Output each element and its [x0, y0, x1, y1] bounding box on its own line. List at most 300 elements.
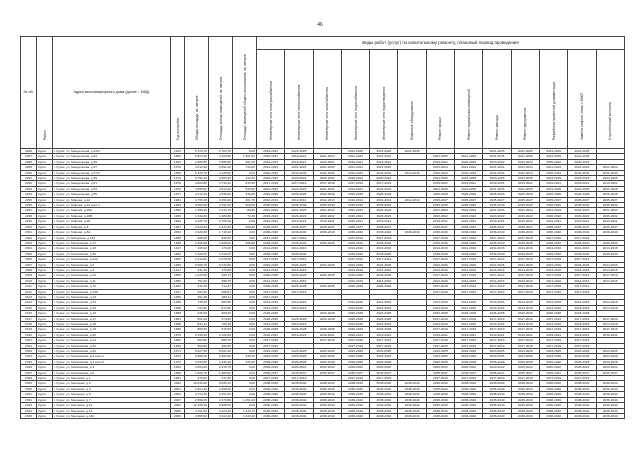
- district-cell: Курск: [37, 257, 53, 262]
- work-period-cell: 2014-2016: [257, 305, 285, 310]
- row-number: 2307: [21, 262, 37, 267]
- header-work-type: Ремонт крыши: [426, 50, 454, 149]
- work-period-cell: 2038-2040: [370, 397, 398, 402]
- work-period-cell: 2038-2040: [398, 381, 426, 386]
- work-period-cell: 2017-2019: [426, 257, 454, 262]
- address-cell: г. Курск, ул. Московская, д.12А: [53, 289, 171, 294]
- work-period-cell: 2014-2016: [341, 305, 369, 310]
- work-period-cell: 2021-2023: [539, 208, 567, 213]
- total-area-cell: 1 806,70: [185, 370, 209, 375]
- residential-area-cell: 3 591,20: [209, 165, 233, 170]
- residential-area-cell: 268,67: [209, 289, 233, 294]
- work-period-cell: 2026-2028: [426, 359, 454, 364]
- work-period-cell: 2014-2016: [257, 278, 285, 283]
- work-period-cell: 2026-2028: [483, 359, 511, 364]
- row-number: 2331: [21, 392, 37, 397]
- work-period-cell: 2036-2040: [455, 203, 483, 208]
- work-period-cell: 2014-2016: [285, 267, 313, 272]
- residential-area-cell: 815,50: [209, 327, 233, 332]
- total-area-cell: 3 724,40: [185, 392, 209, 397]
- row-number: 2299: [21, 219, 37, 224]
- work-period-cell: 2014-2016: [568, 305, 596, 310]
- work-period-cell: 2021-2024: [568, 165, 596, 170]
- work-period-cell: 2014-2016: [370, 300, 398, 305]
- work-period-cell: 2025-2027: [426, 197, 454, 202]
- residential-area-cell: 3 708,40: [209, 219, 233, 224]
- work-period-cell: 2021-2023: [370, 186, 398, 191]
- register-table: [20, 36, 625, 419]
- work-period-cell: 2017-2019: [370, 338, 398, 343]
- work-period-cell: 2018-2021: [257, 154, 285, 159]
- work-period-cell: 2017-2019: [455, 257, 483, 262]
- work-period-cell: 2036-2040: [370, 386, 398, 391]
- year-cell: 1976: [171, 165, 185, 170]
- work-period-cell: 2035-2037: [568, 224, 596, 229]
- work-period-cell: 2014-2016: [455, 305, 483, 310]
- work-period-cell: 2017-2019: [341, 338, 369, 343]
- year-cell: 1995: [171, 240, 185, 245]
- work-period-cell: 2038-2040: [370, 230, 398, 235]
- total-area-cell: 1 485,10: [185, 208, 209, 213]
- work-period-cell: 2014-2016: [568, 267, 596, 272]
- work-period-cell: 2032-2034: [455, 170, 483, 175]
- work-period-cell: 2020-2022: [596, 365, 624, 370]
- work-period-cell: 2023-2025: [483, 176, 511, 181]
- work-period-cell: 2038-2040: [568, 230, 596, 235]
- work-period-cell: 2019-2021: [313, 219, 341, 224]
- work-period-cell: 2021-2024: [455, 165, 483, 170]
- district-cell: Курск: [37, 386, 53, 391]
- header-work-type: Лифтовое оборудование: [398, 50, 426, 149]
- work-period-cell: 2035-2037: [370, 370, 398, 375]
- common-area-cell: 0,00: [233, 381, 257, 386]
- work-period-cell: 2019-2021: [511, 219, 539, 224]
- address-cell: г. Курск, ул. Московская, д.23: [53, 349, 171, 354]
- work-period-cell: 2014-2016: [455, 267, 483, 272]
- work-period-cell: 2023-2025: [426, 354, 454, 359]
- year-cell: 1969: [171, 262, 185, 267]
- year-cell: 2007: [171, 397, 185, 402]
- header-work-type: Инженерные сети водоснабжения: [341, 50, 369, 149]
- address-cell: г. Курск, ул. Мирная, д.8: [53, 224, 171, 229]
- work-period-cell: 2038-2040: [370, 381, 398, 386]
- work-period-cell: 2036-2040: [511, 240, 539, 245]
- address-cell: г. Курск, ул. Менделеева, д.51: [53, 181, 171, 186]
- common-area-cell: 0,00: [233, 246, 257, 251]
- total-area-cell: 291,28: [185, 294, 209, 299]
- work-period-cell: 2024-2026: [285, 262, 313, 267]
- work-period-cell: 2038-2040: [511, 392, 539, 397]
- common-area-cell: 602,80: [233, 203, 257, 208]
- work-period-cell: 2038-2040: [483, 408, 511, 413]
- work-period-cell: 2026-2028: [370, 273, 398, 278]
- work-period-cell: 2036-2040: [370, 203, 398, 208]
- work-period-cell: 2026-2028: [511, 311, 539, 316]
- district-cell: Курск: [37, 365, 53, 370]
- row-number: 2303: [21, 240, 37, 245]
- work-period-cell: 2019-2021: [285, 219, 313, 224]
- work-period-cell: 2024-2026: [539, 262, 567, 267]
- work-period-cell: 2036-2040: [426, 203, 454, 208]
- work-period-cell: 2036-2040: [313, 203, 341, 208]
- work-period-cell: 2023-2025: [539, 176, 567, 181]
- work-period-cell: 2017-2019: [511, 327, 539, 332]
- row-number: 2296: [21, 203, 37, 208]
- row-number: 2287: [21, 154, 37, 159]
- work-period-cell: 2036-2040: [313, 403, 341, 408]
- work-period-cell: 2026-2028: [257, 311, 285, 316]
- common-area-cell: 0,00: [233, 289, 257, 294]
- work-period-cell: 2039-2040: [483, 251, 511, 256]
- work-period-cell: 2017-2019: [455, 235, 483, 240]
- residential-area-cell: 709,43: [209, 322, 233, 327]
- row-number: 2323: [21, 349, 37, 354]
- total-area-cell: 1 129,00: [185, 251, 209, 256]
- work-period-cell: 2038-2040: [341, 230, 369, 235]
- total-area-cell: 561,00: [185, 316, 209, 321]
- year-cell: 1977: [171, 192, 185, 197]
- total-area-cell: 236,20: [185, 311, 209, 316]
- work-period-cell: 2023-2025: [257, 349, 285, 354]
- row-number: 2304: [21, 246, 37, 251]
- work-period-cell: 2036-2040: [483, 403, 511, 408]
- address-cell: г. Курск, ул. Московская, д.11: [53, 278, 171, 283]
- address-cell: г. Курск, ул. Московская, д.12: [53, 284, 171, 289]
- row-number: 2295: [21, 197, 37, 202]
- work-period-cell: 2023-2025: [483, 354, 511, 359]
- address-cell: г. Курск, ул. Мирная, д.12: [53, 197, 171, 202]
- work-period-cell: 2038-2040: [285, 397, 313, 402]
- work-period-cell: 2014-2016: [539, 322, 567, 327]
- header-district: Район: [37, 37, 53, 149]
- address-cell: г. Курск, ул. Менделеева, д.53: [53, 186, 171, 191]
- work-period-cell: 2038-2040: [483, 230, 511, 235]
- work-period-cell: 2039-2040: [539, 251, 567, 256]
- address-cell: г. Курск, ул. Московская, д.4 корп.2: [53, 359, 171, 364]
- work-period-cell: 2017-2019: [257, 376, 285, 381]
- work-period-cell: 2020-2022: [539, 213, 567, 218]
- residential-area-cell: 2 430,10: [209, 359, 233, 364]
- work-period-cell: 2014-2016: [539, 300, 567, 305]
- work-period-cell: 2014-2016: [285, 305, 313, 310]
- work-period-cell: 2012-2014: [285, 197, 313, 202]
- work-period-cell: 2014-2016: [483, 305, 511, 310]
- work-period-cell: 2019-2021: [257, 149, 285, 154]
- work-period-cell: 2039-2040: [455, 251, 483, 256]
- work-period-cell: 2036-2040: [398, 386, 426, 391]
- work-period-cell: 2038-2040: [257, 381, 285, 386]
- common-area-cell: 0,00: [233, 327, 257, 332]
- work-period-cell: 2014-2016: [285, 246, 313, 251]
- work-period-cell: 2023-2025: [257, 354, 285, 359]
- district-cell: Курск: [37, 294, 53, 299]
- year-cell: 1917: [171, 246, 185, 251]
- work-period-cell: 2017-2019: [257, 294, 285, 299]
- work-period-cell: 2014-2016: [596, 322, 624, 327]
- address-cell: г. Курск, ул. Московская, д.17: [53, 240, 171, 245]
- work-period-cell: 2017-2019: [568, 289, 596, 294]
- work-period-cell: 2026-2028: [568, 192, 596, 197]
- work-period-cell: 2038-2040: [370, 392, 398, 397]
- total-area-cell: 10 616,60: [185, 381, 209, 386]
- work-period-cell: 2039-2040: [596, 251, 624, 256]
- total-area-cell: 293,20: [185, 289, 209, 294]
- work-period-cell: 2038-2040: [398, 413, 426, 418]
- work-period-cell: 2036-2040: [539, 386, 567, 391]
- work-period-cell: 2014-2016: [483, 267, 511, 272]
- work-period-cell: 2017-2019: [511, 235, 539, 240]
- work-period-cell: 2038-2040: [596, 408, 624, 413]
- work-period-cell: 2023-2025: [539, 354, 567, 359]
- district-cell: Курск: [37, 273, 53, 278]
- work-period-cell: 2038-2040: [539, 413, 567, 418]
- common-area-cell: 0,00: [233, 349, 257, 354]
- work-period-cell: 2026-2028: [426, 192, 454, 197]
- work-period-cell: 2014-2016: [596, 246, 624, 251]
- work-period-cell: 2017-2019: [568, 235, 596, 240]
- work-period-cell: 2036-2040: [426, 240, 454, 245]
- work-period-cell: 2021-2024: [596, 165, 624, 170]
- work-period-cell: 2021-2023: [341, 186, 369, 191]
- work-period-cell: 2019-2021: [257, 332, 285, 337]
- work-period-cell: 2035-2037: [483, 370, 511, 375]
- address-cell: г. Курск, ул. Мыльная, д.5: [53, 392, 171, 397]
- address-cell: г. Курск, ул. Московская, д.14: [53, 300, 171, 305]
- work-period-cell: 2021-2024: [511, 165, 539, 170]
- district-cell: Курск: [37, 170, 53, 175]
- work-period-cell: 2021-2023: [285, 165, 313, 170]
- residential-area-cell: 460,50: [209, 343, 233, 348]
- district-cell: Курск: [37, 235, 53, 240]
- work-period-cell: 2017-2019: [483, 289, 511, 294]
- work-period-cell: 2017-2019: [511, 273, 539, 278]
- work-period-cell: 2032-2034: [370, 170, 398, 175]
- work-period-cell: 2038-2040: [285, 408, 313, 413]
- work-period-cell: 2024-2026: [511, 262, 539, 267]
- residential-area-cell: 683,50: [209, 300, 233, 305]
- work-period-cell: 2021-2023: [257, 208, 285, 213]
- work-period-cell: 2026-2028: [539, 192, 567, 197]
- work-period-cell: 2019-2021: [257, 159, 285, 164]
- row-number: 2322: [21, 343, 37, 348]
- work-period-cell: 2020-2022: [596, 213, 624, 218]
- row-number: 2334: [21, 408, 37, 413]
- work-period-cell: 2014-2016: [483, 300, 511, 305]
- common-area-cell: 0,00: [233, 219, 257, 224]
- work-period-cell: 2038-2040: [539, 397, 567, 402]
- work-period-cell: 2017-2019: [257, 181, 285, 186]
- work-period-cell: 2024-2026: [313, 262, 341, 267]
- work-period-cell: 2021-2023: [483, 208, 511, 213]
- work-period-cell: 2017-2019: [455, 343, 483, 348]
- residential-area-cell: 2 511,00: [209, 203, 233, 208]
- common-area-cell: 1 451,00: [233, 397, 257, 402]
- header-work-type: Инженерные сети электроснабжения: [257, 50, 285, 149]
- work-period-cell: 2019-2021: [426, 181, 454, 186]
- work-period-cell: 2036-2040: [596, 240, 624, 245]
- work-period-cell: 2038-2040: [257, 230, 285, 235]
- work-period-cell: 2019-2021: [341, 219, 369, 224]
- capital-repair-register: [20, 36, 624, 419]
- residential-area-cell: 3 914,40: [209, 413, 233, 418]
- row-number: 2330: [21, 386, 37, 391]
- work-period-cell: 2017-2019: [539, 316, 567, 321]
- row-number: 2324: [21, 354, 37, 359]
- row-number: 2310: [21, 278, 37, 283]
- work-period-cell: 2017-2019: [568, 376, 596, 381]
- year-cell: 2002: [171, 392, 185, 397]
- work-period-cell: 2026-2028: [313, 192, 341, 197]
- work-period-cell: 2020-2022: [539, 365, 567, 370]
- work-period-cell: 2017-2019: [539, 257, 567, 262]
- work-period-cell: 2021-2025: [370, 149, 398, 154]
- work-period-cell: 2021-2025: [483, 154, 511, 159]
- work-period-cell: 2026-2028: [370, 284, 398, 289]
- work-period-cell: 2012-2014: [341, 197, 369, 202]
- work-period-cell: 2017-2019: [341, 343, 369, 348]
- work-period-cell: 2021-2025: [568, 149, 596, 154]
- work-period-cell: 2038-2040: [285, 230, 313, 235]
- address-cell: г. Курск, ул. Мыльная, д.2: [53, 381, 171, 386]
- address-cell: г. Курск, ул. Мыльная, д.3: [53, 386, 171, 391]
- work-period-cell: 2035-2037: [257, 224, 285, 229]
- total-area-cell: 531,20: [185, 267, 209, 272]
- residential-area-cell: 2 703,78: [209, 149, 233, 154]
- year-cell: 1962: [171, 284, 185, 289]
- district-cell: Курск: [37, 381, 53, 386]
- work-period-cell: 2017-2019: [257, 338, 285, 343]
- work-period-cell: 2019-2021: [539, 219, 567, 224]
- work-period-cell: 2020-2022: [539, 159, 567, 164]
- address-cell: г. Курск, ул. Менделеева, д.43/4: [53, 149, 171, 154]
- work-period-cell: 2023-2025: [455, 349, 483, 354]
- work-period-cell: 2038-2040: [341, 397, 369, 402]
- common-area-cell: 0,00: [233, 343, 257, 348]
- header-work-type: Ремонт фундамента: [511, 50, 539, 149]
- work-period-cell: 2021-2023: [313, 165, 341, 170]
- year-cell: 1963: [171, 365, 185, 370]
- address-cell: г. Курск, ул. Мирная, д.8А: [53, 230, 171, 235]
- total-area-cell: 2 864,00: [185, 365, 209, 370]
- work-period-cell: 2017-2019: [511, 343, 539, 348]
- work-period-cell: 2019-2021: [313, 332, 341, 337]
- work-period-cell: 2035-2037: [285, 370, 313, 375]
- district-cell: Курск: [37, 322, 53, 327]
- work-period-cell: 2017-2019: [341, 376, 369, 381]
- header-work-type: Инженерные сети газоснабжения: [313, 50, 341, 149]
- work-period-cell: 2019-2021: [313, 159, 341, 164]
- work-period-cell: 2036-2040: [341, 403, 369, 408]
- address-cell: г. Курск, ул. Московская, д.16: [53, 311, 171, 316]
- year-cell: 2002: [171, 381, 185, 386]
- row-number: 2288: [21, 159, 37, 164]
- work-period-cell: 2036-2040: [341, 240, 369, 245]
- work-period-cell: 2026-2028: [511, 359, 539, 364]
- work-period-cell: 2017-2019: [426, 284, 454, 289]
- common-area-cell: 395,90: [233, 240, 257, 245]
- work-period-cell: 2038-2040: [313, 392, 341, 397]
- work-period-cell: 2014-2016: [596, 305, 624, 310]
- district-cell: Курск: [37, 397, 53, 402]
- year-cell: 1961: [171, 376, 185, 381]
- district-cell: Курск: [37, 343, 53, 348]
- work-period-cell: 2014-2016: [568, 278, 596, 283]
- work-period-cell: 2036-2040: [568, 386, 596, 391]
- work-period-cell: 2039-2040: [257, 251, 285, 256]
- common-area-cell: 0,00: [233, 149, 257, 154]
- work-period-cell: 2038-2040: [341, 413, 369, 418]
- work-period-cell: 2017-2019: [483, 235, 511, 240]
- work-period-cell: 2036-2040: [596, 203, 624, 208]
- district-cell: Курск: [37, 203, 53, 208]
- work-period-cell: 2021-2025: [341, 149, 369, 154]
- residential-area-cell: 274,00: [209, 316, 233, 321]
- work-period-cell: 2017-2019: [568, 343, 596, 348]
- work-period-cell: 2017-2019: [511, 257, 539, 262]
- work-period-cell: 2023-2025: [285, 354, 313, 359]
- district-cell: Курск: [37, 332, 53, 337]
- work-period-cell: 2012-2014: [398, 197, 426, 202]
- district-cell: Курск: [37, 300, 53, 305]
- work-period-cell: 2014-2016: [257, 322, 285, 327]
- year-cell: 1966: [171, 170, 185, 175]
- work-period-cell: 2026-2028: [285, 359, 313, 364]
- total-area-cell: 5 824,40: [185, 154, 209, 159]
- year-cell: 1976: [171, 181, 185, 186]
- work-period-cell: 2017-2019: [426, 273, 454, 278]
- district-cell: Курск: [37, 408, 53, 413]
- work-period-cell: 2038-2040: [426, 413, 454, 418]
- row-number: 2301: [21, 230, 37, 235]
- work-period-cell: 2038-2040: [568, 413, 596, 418]
- district-cell: Курск: [37, 311, 53, 316]
- work-period-cell: 2023-2025: [341, 349, 369, 354]
- header-work-type: Разработка проектной документации: [539, 50, 567, 149]
- work-period-cell: 2026-2028: [313, 311, 341, 316]
- residential-area-cell: 2 470,80: [209, 397, 233, 402]
- address-cell: г. Курск, ул. Московская, д.18: [53, 246, 171, 251]
- address-cell: г. Курск, ул. Менделеева, д.49: [53, 176, 171, 181]
- work-period-cell: 2023-2025: [511, 354, 539, 359]
- work-period-cell: 2038-2040: [426, 381, 454, 386]
- work-period-cell: 2036-2040: [313, 240, 341, 245]
- work-period-cell: 2017-2019: [257, 289, 285, 294]
- address-cell: г. Курск, ул. Московская, д.10: [53, 273, 171, 278]
- header-works-group: Виды работ (услуг) по капитальному ремонту, плановый период проведения: [257, 37, 625, 50]
- district-cell: Курск: [37, 197, 53, 202]
- work-period-cell: 2038-2040: [426, 408, 454, 413]
- total-area-cell: 3 033,80: [185, 359, 209, 364]
- work-period-cell: 2019-2021: [483, 181, 511, 186]
- address-cell: г. Курск, ул. Московская, д.5: [53, 365, 171, 370]
- year-cell: 1966: [171, 327, 185, 332]
- work-period-cell: 2038-2040: [313, 230, 341, 235]
- work-period-cell: 2020-2022: [568, 365, 596, 370]
- work-period-cell: 2038-2040: [257, 392, 285, 397]
- residential-area-cell: 495,13: [209, 273, 233, 278]
- common-area-cell: 360,80: [233, 224, 257, 229]
- work-period-cell: 2014-2016: [511, 278, 539, 283]
- work-period-cell: 2019-2021: [568, 219, 596, 224]
- row-number: 2298: [21, 213, 37, 218]
- common-area-cell: 72,30: [233, 213, 257, 218]
- row-number: 2291: [21, 176, 37, 181]
- work-period-cell: 2023-2025: [341, 354, 369, 359]
- total-area-cell: 4 612,90: [185, 165, 209, 170]
- work-period-cell: 2021-2024: [426, 165, 454, 170]
- work-period-cell: 2026-2028: [313, 327, 341, 332]
- common-area-cell: 0,00: [233, 267, 257, 272]
